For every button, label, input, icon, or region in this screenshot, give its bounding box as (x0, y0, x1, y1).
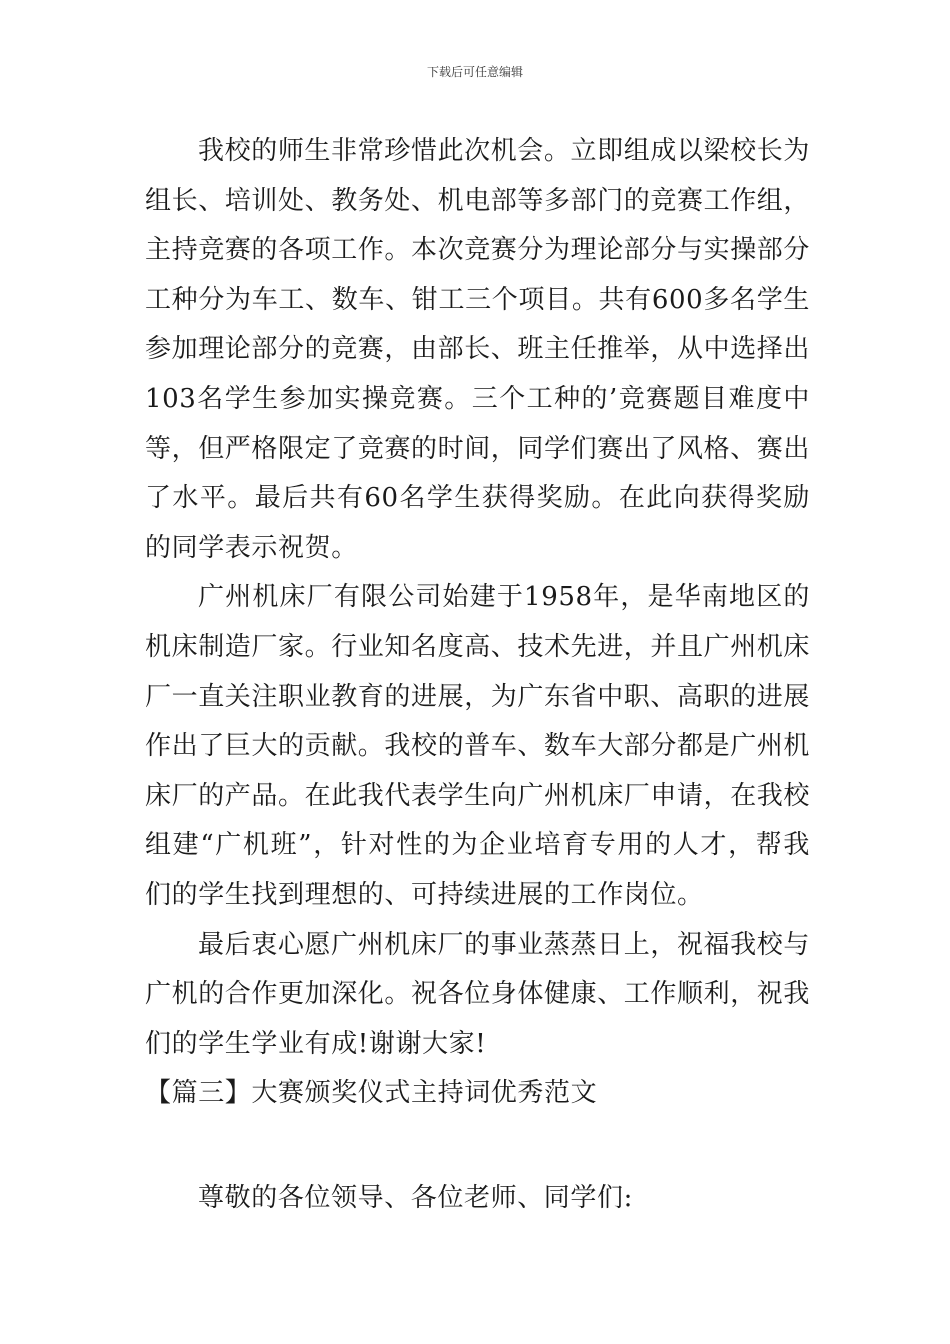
paragraph-competition: 我校的师生非常珍惜此次机会。立即组成以梁校长为组长、培训处、教务处、机电部等多部门的竞赛工作组，主持竞赛的各项工作。本次竞赛分为理论部分与实操部分工种分为车工、数车、钳工三个项目。共有600多名学生参加理论部分的竞赛，由部长、班主任推举，从中选择出103名学生参加实操竞赛。三个工种的’竞赛题目难度中等，但严格限定了竞赛的时间，同学们赛出了风格、赛出了水平。最后共有60名学生获得奖励。在此向获得奖励的同学表示祝贺。 (145, 136, 811, 563)
paragraph-closing: 最后衷心愿广州机床厂的事业蒸蒸日上，祝福我校与广机的合作更加深化。祝各位身体健康、工作顺利，祝我们的学生学业有成!谢谢大家! (145, 929, 811, 1059)
greeting-line: 尊敬的各位领导、各位老师、同学们: (198, 1182, 633, 1213)
document-body (145, 127, 810, 1223)
paragraph-factory: 广州机床厂有限公司始建于1958年，是华南地区的机床制造厂家。行业知名度高、技术先进，并且广州机床厂一直关注职业教育的进展，为广东省中职、高职的进展作出了巨大的贡献。我校的普车、数车大部分都是广州机床厂的产品。在此我代表学生向广州机床厂申请，在我校组建“广机班”，针对性的为企业培育专用的人才，帮我们的学生找到理想的、可持续进展的工作岗位。 (145, 582, 811, 910)
section-title: 【篇三】大赛颁奖仪式主持词优秀范文 (145, 1078, 598, 1109)
page-header-note: 下载后可任意编辑 (426, 65, 523, 79)
